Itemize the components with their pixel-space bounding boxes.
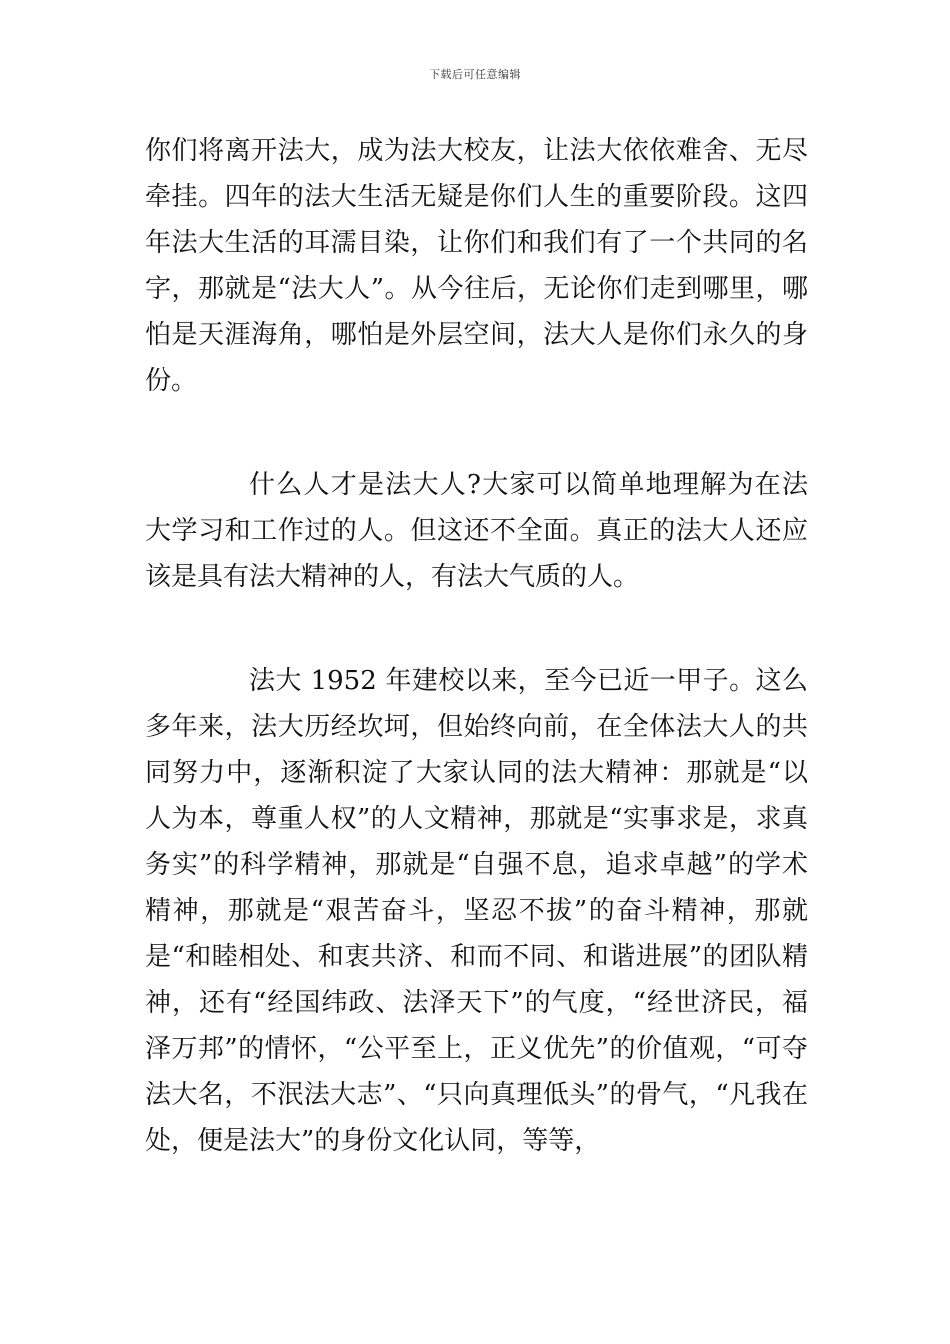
page-header: 下载后可任意编辑 <box>429 68 521 81</box>
paragraph-3: 法大 1952 年建校以来，至今已近一甲子。这么多年来，法大历经坎坷，但始终向前，在全体法大人的共同努力中，逐渐积淀了大家认同的法大精神：那就是“以人为本，尊重人权”的人文精神，那就是“实事求是，求真务实”的科学精神，那就是“自强不息，追求卓越”的学术精神，那就是“艰苦奋斗，坚忍不拔”的奋斗精神，那就是“和睦相处、和衷共济、和而不同、和谐进展”的团队精神，还有“经国纬政、法泽天下”的气度，“经世济民，福泽万邦”的情怀，“公平至上，正义优先”的价值观，“可夺法大名，不泯法大志”、“只向真理低头”的骨气，“凡我在处，便是法大”的身份文化认同，等等， <box>145 666 808 1156</box>
paragraph-2: 什么人才是法大人?大家可以简单地理解为在法大学习和工作过的人。但这还不全面。真正的法大人还应该是具有法大精神的人，有法大气质的人。 <box>145 470 808 592</box>
body-text <box>145 128 808 1164</box>
paragraph-1: 你们将离开法大，成为法大校友，让法大依依难舍、无尽牵挂。四年的法大生活无疑是你们人生的重要阶段。这四年法大生活的耳濡目染，让你们和我们有了一个共同的名字，那就是“法大人”。从今往后，无论你们走到哪里，哪怕是天涯海角，哪怕是外层空间，法大人是你们永久的身份。 <box>145 136 808 396</box>
